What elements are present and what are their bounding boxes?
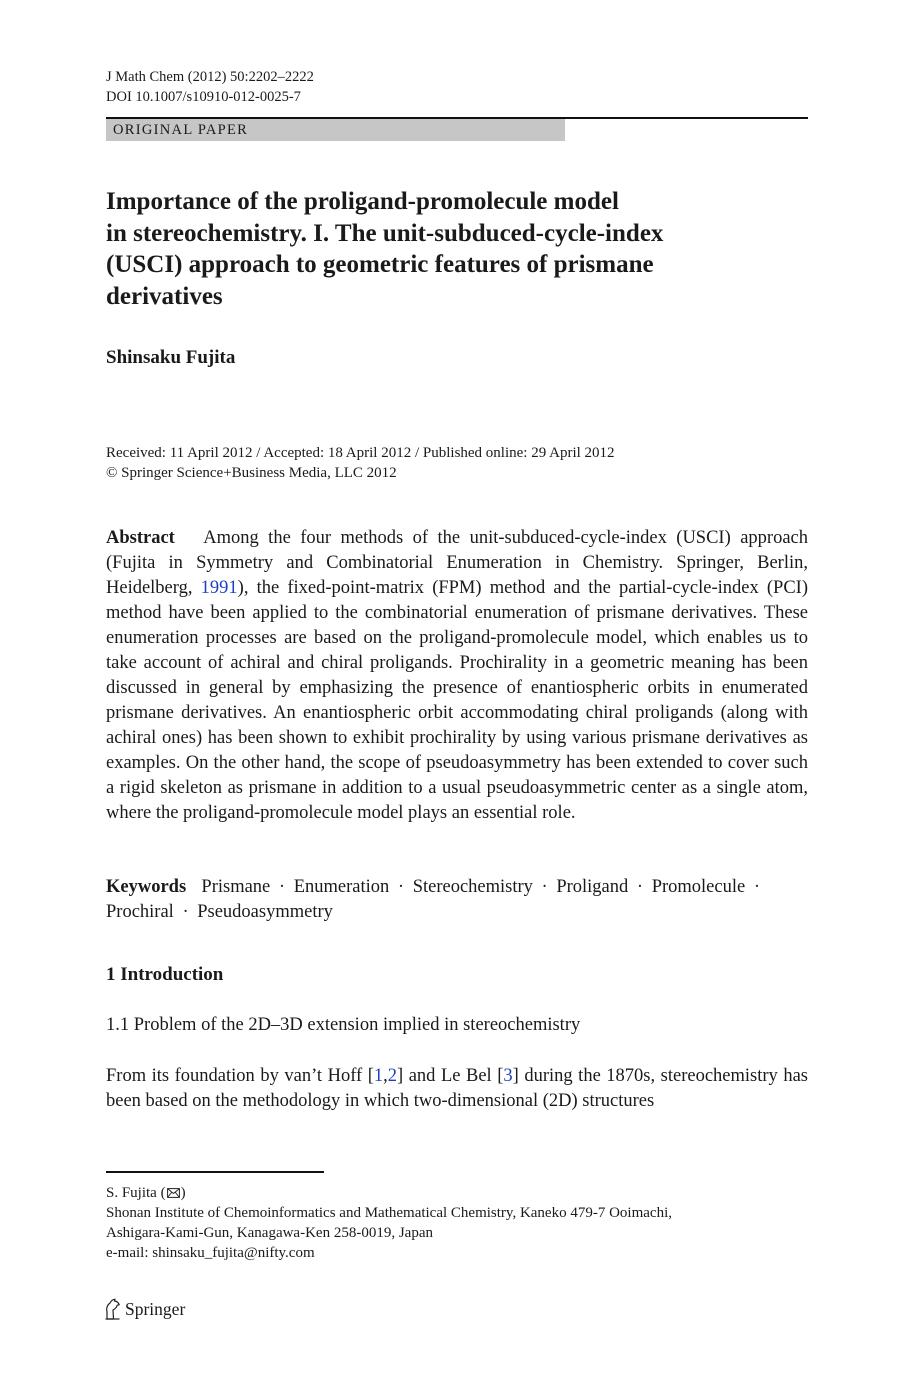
keywords [106, 875, 808, 925]
keyword-separator: · [753, 877, 761, 897]
keyword: Enumeration [293, 877, 390, 897]
subsection-heading: 1.1 Problem of the 2D–3D extension implied in stereochemistry [106, 1015, 581, 1035]
keyword: Stereochemistry [412, 877, 533, 897]
citation-link[interactable]: 2 [387, 1066, 397, 1086]
email: e-mail: shinsaku_fujita@nifty.com [106, 1245, 315, 1261]
citation-link[interactable]: 1 [373, 1066, 384, 1086]
abstract-label: Abstract [106, 528, 175, 548]
author-name: Shinsaku Fujita [106, 347, 236, 368]
keyword: Prochiral [106, 902, 174, 922]
keyword-separator: · [636, 877, 644, 897]
affiliation-line: Ashigara-Kami-Gun, Kanagawa-Ken 258-0019, Japan [106, 1225, 433, 1241]
keyword-separator: · [541, 877, 548, 897]
intro-text: ] during the 1870s, stereochemistry has been based on the methodology in which two-dimensional (2D) structures [106, 1066, 808, 1111]
section-label: ORIGINAL PAPER [113, 122, 249, 138]
paper-title [106, 186, 766, 312]
keywords-label: Keywords [106, 877, 187, 897]
springer-horse-icon [104, 1298, 121, 1320]
footnote-author-close: ) [180, 1185, 186, 1201]
intro-text: ] and Le Bel [ [397, 1066, 504, 1086]
history-dates: Received: 11 April 2012 / Accepted: 18 April 2012 / Published online: 29 April 2012 [106, 445, 615, 461]
publication-dates [106, 443, 615, 483]
abstract [106, 526, 808, 826]
intro-paragraph [106, 1064, 808, 1114]
footnote-author-name: S. Fujita ( [106, 1185, 166, 1201]
publisher-logo [104, 1297, 185, 1321]
citation-link[interactable]: 3 [503, 1066, 513, 1086]
envelope-icon [167, 1188, 180, 1198]
journal-header [106, 67, 314, 107]
copyright: © Springer Science+Business Media, LLC 2012 [106, 465, 397, 481]
citation-link[interactable]: 1991 [200, 578, 238, 598]
abstract-text: Among the four methods of the unit-subduced-cycle-index (USCI) approach (Fujita in Symmetry and Combinatorial Enumeration in Chemistry. Springer, Berlin, Heidelberg, [106, 528, 809, 598]
footnote-author [106, 1183, 672, 1203]
affiliation-line: Shonan Institute of Chemoinformatics and Mathematical Chemistry, Kaneko 479-7 Ooimachi, [106, 1205, 672, 1221]
title-line: derivatives [106, 282, 223, 310]
keyword: Prismane [201, 877, 271, 897]
doi: DOI 10.1007/s10910-012-0025-7 [106, 89, 301, 105]
keyword: Proligand [556, 877, 629, 897]
title-line: (USCI) approach to geometric features of prismane [106, 251, 654, 278]
journal-citation: J Math Chem (2012) 50:2202–2222 [106, 69, 314, 85]
abstract-text-cont: ), the fixed-point-matrix (FPM) method and the partial-cycle-index (PCI) method have been applied to the combinatorial enumeration of prismane derivatives. These enumeration processes are based on the proligand-promolecule model, which enables us to take account of achiral and chiral proligands. Prochirality in a geometric meaning has been discussed in general by emphasizing the presence of enantiospheric orbits in enumerated prismane derivatives. An enantiospheric orbit accommodating chiral proligands (along with achiral ones) has been shown to exhibit prochirality by using various prismane derivatives as examples. On the other hand, the scope of pseudoasymmetry has been extended to cover such a rigid skeleton as prismane in addition to a usual pseudoasymmetric center as a single atom, where the proligand-promolecule model plays an essential role. [106, 578, 808, 823]
intro-text: From its foundation by van’t Hoff [ [106, 1066, 374, 1086]
title-line: in stereochemistry. I. The unit-subduced-cycle-index [106, 219, 664, 247]
publisher-name: Springer [125, 1299, 186, 1319]
keyword-separator: · [278, 877, 286, 897]
keyword-separator: · [397, 877, 405, 897]
keyword: Pseudoasymmetry [197, 902, 333, 922]
footnote-rule [106, 1171, 324, 1173]
citation-comma: , [383, 1066, 388, 1086]
keyword-separator: · [182, 902, 189, 922]
title-line: Importance of the proligand-promolecule model [106, 188, 619, 215]
keyword: Promolecule [651, 877, 746, 897]
footnote [106, 1183, 672, 1263]
section-heading: 1 Introduction [106, 964, 224, 985]
